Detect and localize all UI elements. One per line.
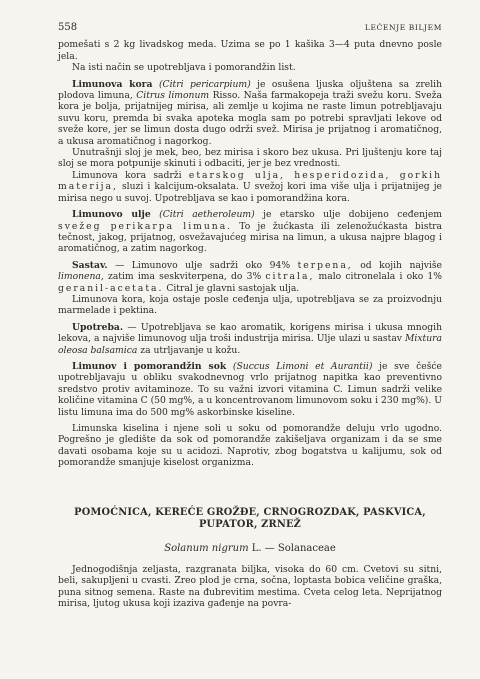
paragraph-composition [58,260,442,294]
latin-citrus-limonum: Citrus limonum [136,90,210,102]
paragraph-peel-contents [58,170,442,204]
text-juice: je sve češće upotrebljavaju u obliku svakodnevnog vrlo prijatnog napitka kao preventivno sredstvo protiv avitaminoze. To su važni izvori vitamina C. Limun sadrži velike količine vitamina C (50 mg%, a u koncentrovanom limunovom soku i 230 mg%). U listu limuna ima do 500 mg% askorbinske kiseline. [58,360,442,418]
spaced-citrala: citrala, [265,271,315,283]
spaced-pericarp: svežeg perikarpa limuna. [58,220,233,232]
latin-succus: (Succus Limoni et Aurantii) [232,360,373,372]
paragraph-juice [58,361,442,418]
paragraph-citric-acid: Limunska kiselina i njene soli u soku od pomorandže deluju vrlo ugodno. Pogrešno je gledište da sok od pomorandže zakišeljava organizam i da se sme davati osobama koje su u acidozi. Naprotiv, zbog bogatstva u kalijumu, sok od pomorandže smanjuje kiselost organizma. [58,423,442,469]
latin-citri-aetheroleum: (Citri aetheroleum) [159,209,255,221]
paragraph-lemon-oil [58,209,442,255]
term-lemon-oil: Limunovo ulje [72,209,151,221]
italic-limonena: limonena, [58,271,104,283]
text-comp-g: malo citronelala i oko 1% [314,271,442,283]
species-line [58,543,442,554]
paragraph-inner-layer: Unutrašnji sloj je mek, beo, bez mirisa i skoro bez ukusa. Pri ljuštenju kore taj sloj se mora potpunije skinuti i odbaciti, jer je bez vrednosti. [58,147,442,170]
term-juice: Limunov i pomorandžin sok [72,360,227,372]
text-peel-1: je osušena ljuska oljuštena sa zrelih plodova limuna, [58,78,443,102]
text-comp-c: od kojih najviše [352,259,442,271]
latin-citri-pericarpium: (Citri pericarpium) [158,78,251,90]
paragraph-usage [58,322,442,356]
term-usage: Upotreba. [72,321,124,333]
text-comp-i: Citral je glavni sastojak ulja. [163,282,300,294]
text-peel-2: Risso. Naša farmakopeja traži svežu koru. Sveža kora je bolja, prijatnijeg mirisa, ali zemlje u kojima ne raste limun potrebljavaju suvu koru, premda bi svaka apoteka mogla sam po potrebi spravljati lekove od sveže kore, jer se limun dosta dugo održi svež. Mirisa je prijatnog i aromatičnog, a ukusa aromatičnog i nagorkog. [58,90,442,147]
paragraph-description: Jednogodišnja zeljasta, razgranata biljka, visoka do 60 cm. Cvetovi su sitni, beli, sakupljeni u cvasti. Zreo plod je crna, sočna, loptasta bobica veličine graška, puna sitnog semena. Raste na đubrevitim mestima. Cveta celog leta. Neprijatnog mirisa, ljutog ukusa koji izaziva gađenje na povra- [58,564,442,610]
text-usage-c: za utrljavanje u kožu. [137,344,241,356]
paragraph-leaf: Na isti način se upotrebljava i pomorandžin list. [72,62,296,74]
text-oil-c: To je žućkasta ili zelenožućkasta bistra tečnost, jakog, prijatnog, osvežavajućeg mirisa na limun, a ukusa najpre blagog i aromatičnog, a zatim nagorkog. [58,220,443,255]
text-comp-a: — Limunovo ulje sadrži oko 94% [107,259,298,271]
page-header [58,22,442,33]
text-oil-a: je etarsko ulje dobijeno ceđenjem [254,209,443,221]
italic-mixtura: Mixtura oleosa balsamica [58,333,442,356]
term-lemon-peel: Limunova kora [72,78,153,90]
paragraph-intro: pomešati s 2 kg livadskog meda. Uzima se po 1 kašika 3—4 puta dnevno posle jela. [58,39,442,62]
spaced-compounds: etarskog ulja, hesperidozida, gorkih materija, [58,169,442,193]
text-contents-a: Limunova kora sadrži [72,169,189,181]
paragraph-lemon-peel [58,79,442,147]
term-composition: Sastav. [72,259,108,271]
paragraph-pectin: Limunova kora, koja ostaje posle ceđenja ulja, upotrebljava se za proizvodnju marmelade i pektina. [58,293,442,317]
running-head: LEĆENJE BILJEM [364,23,442,32]
text-contents-c: sluzi i kalcijum-oksalata. U svežoj kori ima više ulja i prijatnijeg je mirisa nego u suvoj. Upotrebljava se kao i pomorandžina kora. [58,181,442,204]
spaced-geranil: geranil-acetata. [58,282,164,294]
section-title: POMOĆNICA, KEREĆE GROŽĐE, CRNOGROZDAK, PASKVICA, PUPATOR, ZRNEŽ [74,506,426,530]
text-comp-e: zatim ima seskviterpena, do 3% [103,271,266,283]
species-author-family: L. — Solanaceae [248,542,336,554]
spaced-terpena: terpena, [297,259,353,271]
text-usage-a: — Upotrebljava se kao aromatik, korigens mirisa i ukusa mnogih lekova, a najviše limunovog ulja troši industrija mirisa. Ulje ulazi u sastav [58,321,442,345]
page-number: 558 [58,22,78,33]
latin-solanum-nigrum: Solanum nigrum [164,542,249,554]
